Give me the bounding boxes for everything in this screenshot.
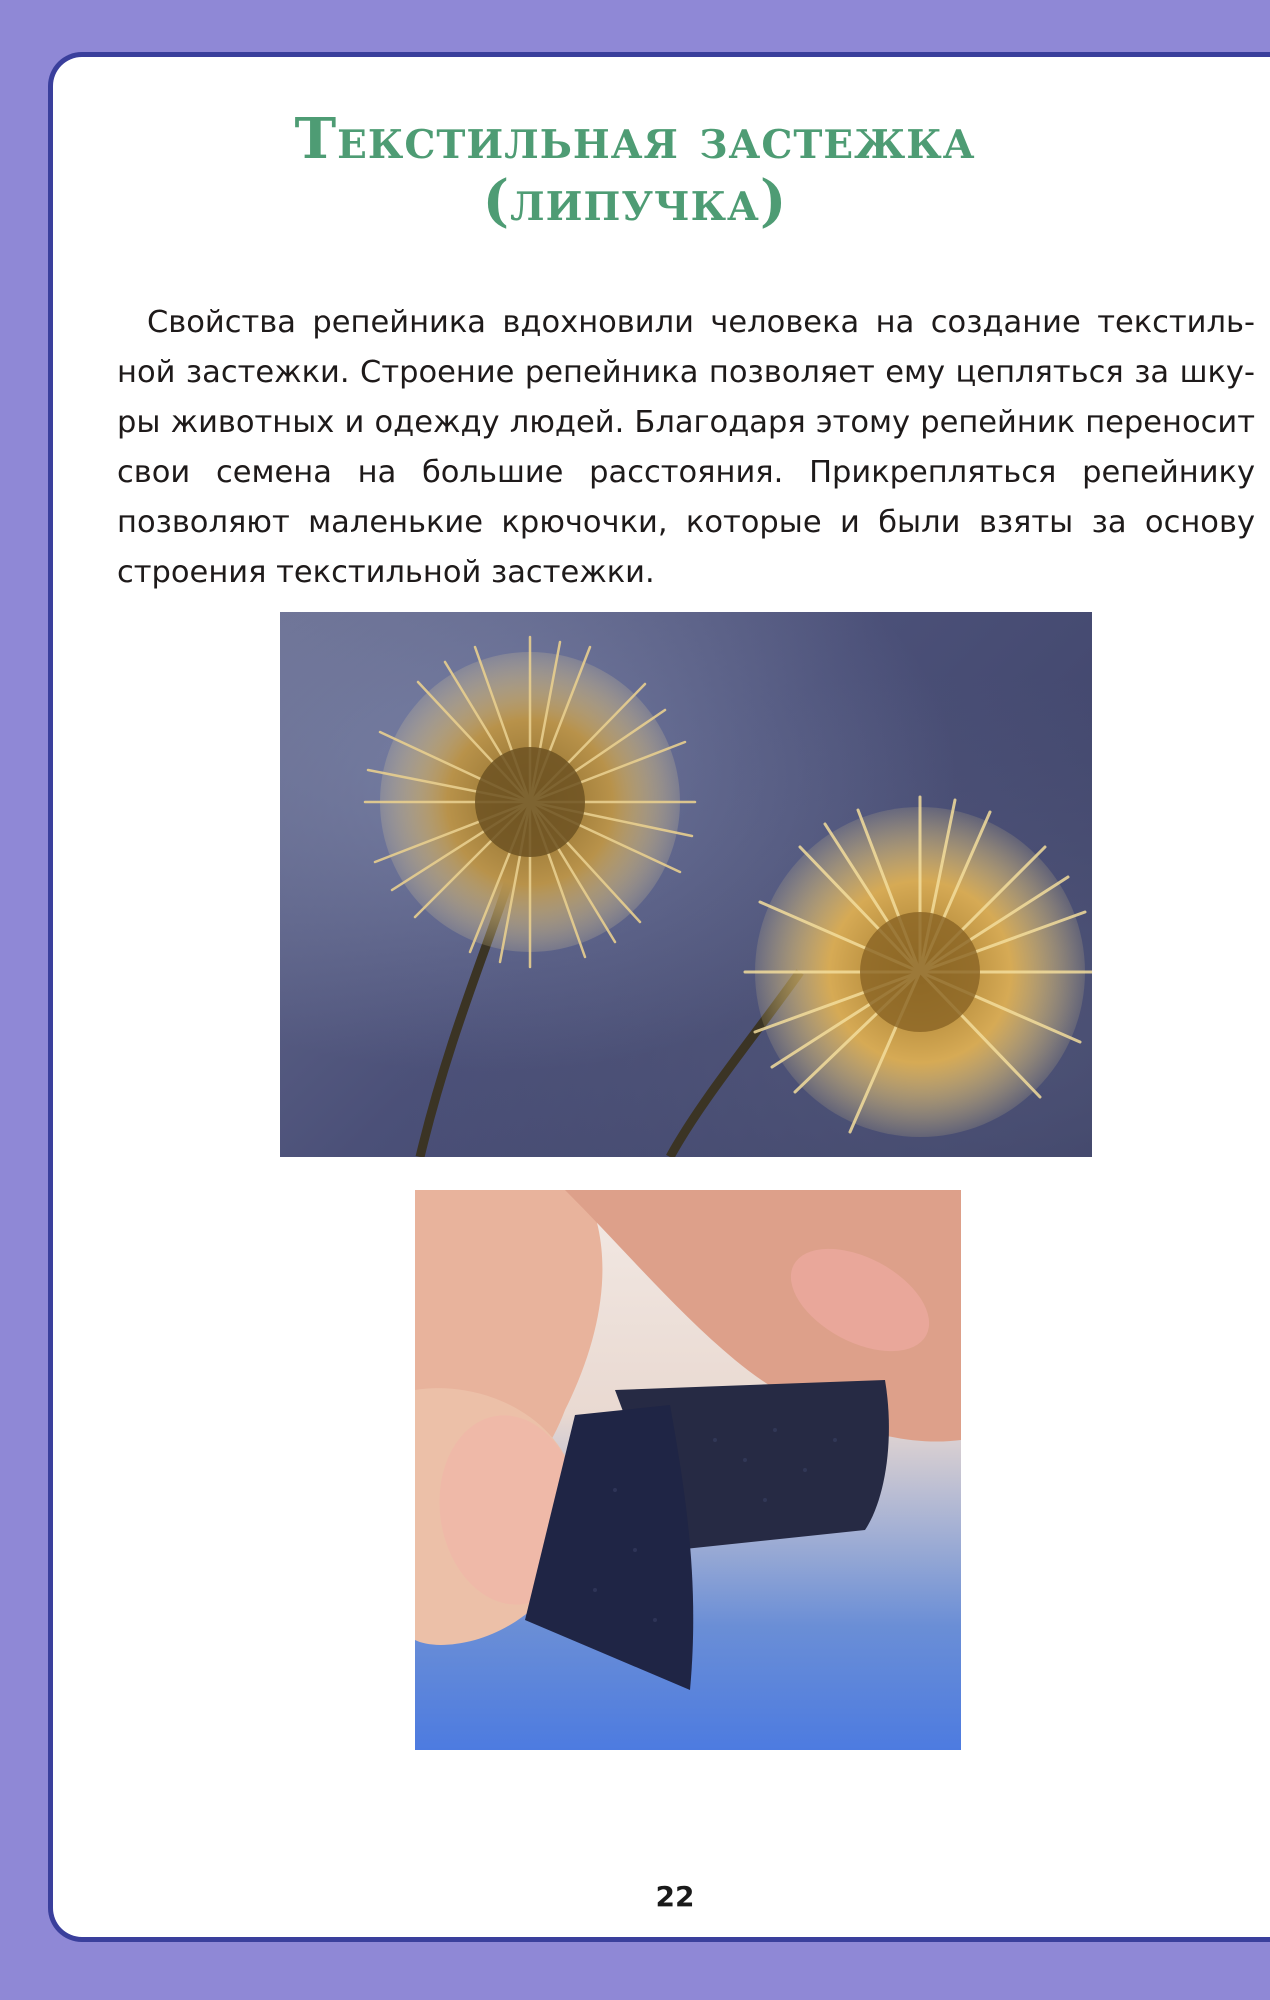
page-title <box>0 105 1270 234</box>
page-number: 22 <box>655 1880 695 1913</box>
title-line-2: (липучка) <box>482 167 788 234</box>
velcro-fastener-photo <box>415 1190 961 1750</box>
burdock-burrs-photo <box>280 612 1092 1157</box>
body-paragraph: Свойства репейника вдохновили человека на создание текстильной застежки. Строение репейника позволяет ему цепляться за шкуры животных и одежду людей. Благодаря этому репейник переносит свои семена на большие расстояния. Прикрепляться репейнику позволяют маленькие крючочки, которые и были взяты за основу строения текстильной застежки. <box>117 305 1255 590</box>
title-line-1: Текстильная застежка <box>294 105 976 172</box>
